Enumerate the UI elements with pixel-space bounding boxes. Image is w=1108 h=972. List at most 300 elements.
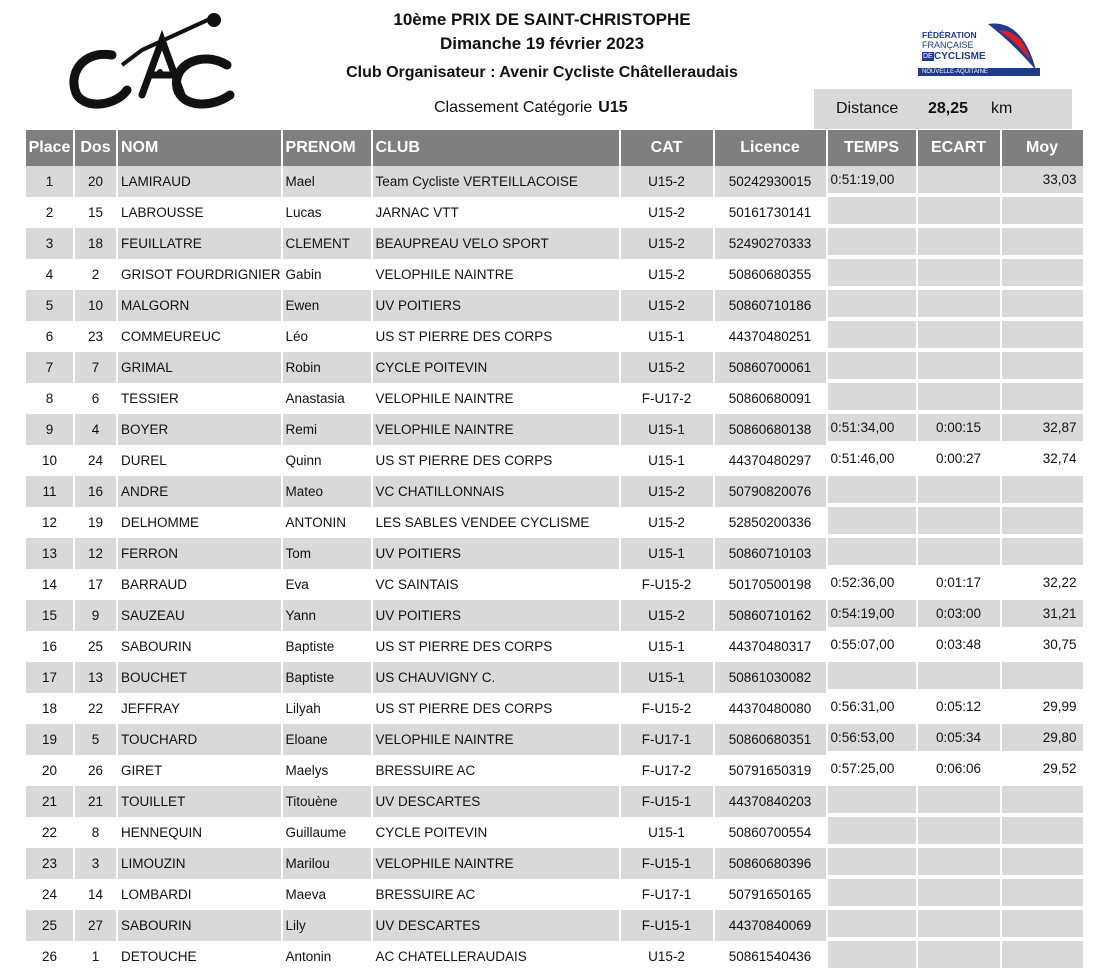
cell-place: 21: [26, 786, 75, 817]
cell-licence: 50161730141: [715, 197, 828, 228]
col-licence: Licence: [715, 130, 828, 166]
cell-club: BEAUPREAU VELO SPORT: [373, 228, 621, 259]
cell-nom: ANDRE: [118, 476, 283, 507]
cell-moy: [1002, 507, 1085, 538]
race-date: Dimanche 19 février 2023: [439, 34, 645, 53]
cell-prenom: CLEMENT: [283, 228, 373, 259]
cell-dos: 27: [75, 910, 118, 941]
cell-place: 2: [26, 197, 75, 228]
cell-dos: 6: [75, 383, 118, 414]
cell-prenom: Gabin: [283, 259, 373, 290]
cell-nom: DETOUCHE: [118, 941, 283, 972]
table-row: [26, 941, 1085, 972]
cell-dos: 21: [75, 786, 118, 817]
cell-cat: F-U17-2: [621, 755, 715, 786]
table-row: [26, 228, 1085, 259]
table-row: [26, 786, 1085, 817]
cell-club: US ST PIERRE DES CORPS: [373, 693, 621, 724]
cell-licence: 44370480297: [715, 445, 828, 476]
cell-place: 11: [26, 476, 75, 507]
cell-prenom: Anastasia: [283, 383, 373, 414]
col-club: CLUB: [373, 130, 621, 166]
cell-cat: F-U15-2: [621, 693, 715, 724]
cell-place: 7: [26, 352, 75, 383]
table-header-row: [26, 130, 1085, 166]
cell-licence: 50791650165: [715, 879, 828, 910]
cell-dos: 23: [75, 321, 118, 352]
cell-place: 18: [26, 693, 75, 724]
cell-prenom: Mateo: [283, 476, 373, 507]
cell-nom: SAUZEAU: [118, 600, 283, 631]
cell-nom: GRISOT FOURDRIGNIER: [118, 259, 283, 290]
cell-nom: BOUCHET: [118, 662, 283, 693]
cell-nom: LAMIRAUD: [118, 166, 283, 197]
cell-moy: [1002, 910, 1085, 941]
col-ecart: ECART: [918, 130, 1002, 166]
cell-nom: LABROUSSE: [118, 197, 283, 228]
cell-club: UV POITIERS: [373, 290, 621, 321]
ffc-line1: FÉDÉRATION: [922, 30, 977, 40]
cell-cat: F-U17-2: [621, 383, 715, 414]
table-row: [26, 476, 1085, 507]
cell-licence: 50860680091: [715, 383, 828, 414]
cell-moy: 33,03: [1002, 166, 1085, 197]
cell-dos: 15: [75, 197, 118, 228]
cell-place: 9: [26, 414, 75, 445]
table-row: [26, 507, 1085, 538]
cell-nom: LOMBARDI: [118, 879, 283, 910]
cell-ecart: [918, 166, 1002, 197]
cell-moy: 31,21: [1002, 600, 1085, 631]
cell-prenom: Eloane: [283, 724, 373, 755]
cell-dos: 25: [75, 631, 118, 662]
cell-place: 3: [26, 228, 75, 259]
cell-club: VELOPHILE NAINTRE: [373, 383, 621, 414]
cell-club: LES SABLES VENDEE CYCLISME: [373, 507, 621, 538]
cell-ecart: [918, 941, 1002, 972]
cell-ecart: [918, 507, 1002, 538]
cell-temps: [828, 848, 918, 879]
cell-cat: U15-1: [621, 662, 715, 693]
cell-club: UV DESCARTES: [373, 786, 621, 817]
table-row: [26, 352, 1085, 383]
cell-prenom: Robin: [283, 352, 373, 383]
cell-ecart: [918, 228, 1002, 259]
cell-ecart: 0:05:34: [918, 724, 1002, 755]
cell-licence: 50860680138: [715, 414, 828, 445]
table-row: [26, 569, 1085, 600]
cell-ecart: [918, 817, 1002, 848]
col-temps: TEMPS: [828, 130, 918, 166]
cell-licence: 52490270333: [715, 228, 828, 259]
cell-prenom: Lilyah: [283, 693, 373, 724]
table-row: [26, 383, 1085, 414]
cell-place: 22: [26, 817, 75, 848]
category-value: U15: [598, 99, 628, 116]
cell-cat: U15-2: [621, 941, 715, 972]
cell-temps: [828, 197, 918, 228]
col-cat: CAT: [621, 130, 715, 166]
cell-licence: 50861540436: [715, 941, 828, 972]
cell-dos: 4: [75, 414, 118, 445]
ffc-line2: FRANÇAISE: [922, 40, 974, 50]
race-title: 10ème PRIX DE SAINT-CHRISTOPHE: [393, 10, 691, 29]
cell-place: 19: [26, 724, 75, 755]
cell-prenom: Antonin: [283, 941, 373, 972]
cell-prenom: Baptiste: [283, 662, 373, 693]
cell-moy: [1002, 352, 1085, 383]
cell-temps: 0:52:36,00: [828, 569, 918, 600]
cell-temps: [828, 476, 918, 507]
cell-place: 6: [26, 321, 75, 352]
cell-ecart: 0:03:00: [918, 600, 1002, 631]
table-row: [26, 166, 1085, 197]
cell-dos: 22: [75, 693, 118, 724]
cell-ecart: [918, 848, 1002, 879]
cell-cat: U15-1: [621, 631, 715, 662]
cell-prenom: Baptiste: [283, 631, 373, 662]
cell-prenom: Lily: [283, 910, 373, 941]
distance-label: Distance: [836, 100, 899, 117]
cell-club: VC SAINTAIS: [373, 569, 621, 600]
cell-nom: FERRON: [118, 538, 283, 569]
cell-temps: [828, 352, 918, 383]
cell-temps: 0:51:46,00: [828, 445, 918, 476]
cell-ecart: [918, 197, 1002, 228]
cell-place: 26: [26, 941, 75, 972]
cell-nom: BARRAUD: [118, 569, 283, 600]
cell-dos: 13: [75, 662, 118, 693]
cell-place: 23: [26, 848, 75, 879]
cell-cat: U15-1: [621, 817, 715, 848]
cell-place: 10: [26, 445, 75, 476]
cell-nom: SABOURIN: [118, 910, 283, 941]
cell-temps: [828, 383, 918, 414]
cell-temps: [828, 879, 918, 910]
cell-prenom: ANTONIN: [283, 507, 373, 538]
cell-temps: [828, 259, 918, 290]
cell-dos: 19: [75, 507, 118, 538]
cell-moy: [1002, 476, 1085, 507]
cell-moy: [1002, 197, 1085, 228]
cell-cat: F-U17-1: [621, 879, 715, 910]
cell-nom: FEUILLATRE: [118, 228, 283, 259]
cell-place: 1: [26, 166, 75, 197]
cell-dos: 10: [75, 290, 118, 321]
cell-ecart: [918, 259, 1002, 290]
distance-box: [814, 89, 1072, 129]
cell-nom: GRIMAL: [118, 352, 283, 383]
cell-licence: 50860710103: [715, 538, 828, 569]
cell-dos: 17: [75, 569, 118, 600]
cell-club: CYCLE POITEVIN: [373, 352, 621, 383]
cell-prenom: Maeva: [283, 879, 373, 910]
cell-cat: U15-2: [621, 166, 715, 197]
cell-club: US ST PIERRE DES CORPS: [373, 445, 621, 476]
classement-heading: [434, 99, 628, 117]
cell-temps: 0:55:07,00: [828, 631, 918, 662]
table-row: [26, 259, 1085, 290]
col-nom: NOM: [118, 130, 283, 166]
cell-temps: 0:54:19,00: [828, 600, 918, 631]
cell-prenom: Guillaume: [283, 817, 373, 848]
cell-nom: LIMOUZIN: [118, 848, 283, 879]
cell-place: 15: [26, 600, 75, 631]
cell-place: 5: [26, 290, 75, 321]
cell-ecart: [918, 538, 1002, 569]
cell-cat: U15-1: [621, 414, 715, 445]
cell-cat: U15-1: [621, 445, 715, 476]
cell-prenom: Marilou: [283, 848, 373, 879]
cell-nom: DELHOMME: [118, 507, 283, 538]
cell-prenom: Mael: [283, 166, 373, 197]
cell-licence: 50860700554: [715, 817, 828, 848]
table-row: [26, 693, 1085, 724]
cell-nom: COMMEUREUC: [118, 321, 283, 352]
cell-temps: 0:57:25,00: [828, 755, 918, 786]
table-row: [26, 848, 1085, 879]
cell-place: 14: [26, 569, 75, 600]
cell-club: VELOPHILE NAINTRE: [373, 848, 621, 879]
cell-club: VC CHATILLONNAIS: [373, 476, 621, 507]
cell-club: JARNAC VTT: [373, 197, 621, 228]
cell-cat: F-U17-1: [621, 724, 715, 755]
cell-nom: SABOURIN: [118, 631, 283, 662]
cell-place: 13: [26, 538, 75, 569]
cell-temps: 0:56:31,00: [828, 693, 918, 724]
cell-moy: 29,80: [1002, 724, 1085, 755]
cell-temps: [828, 321, 918, 352]
cell-dos: 3: [75, 848, 118, 879]
cell-club: Team Cycliste VERTEILLACOISE: [373, 166, 621, 197]
cell-place: 4: [26, 259, 75, 290]
cell-dos: 26: [75, 755, 118, 786]
cell-prenom: Yann: [283, 600, 373, 631]
cell-club: BRESSUIRE AC: [373, 879, 621, 910]
cell-place: 8: [26, 383, 75, 414]
cell-cat: U15-2: [621, 259, 715, 290]
organizer-club: Club Organisateur : Avenir Cycliste Châtelleraudais: [346, 64, 738, 81]
cell-licence: 50791650319: [715, 755, 828, 786]
cell-licence: 50860680351: [715, 724, 828, 755]
cell-place: 25: [26, 910, 75, 941]
cell-moy: [1002, 259, 1085, 290]
table-row: [26, 631, 1085, 662]
cell-ecart: 0:00:15: [918, 414, 1002, 445]
col-place: Place: [26, 130, 75, 166]
col-moy: Moy: [1002, 130, 1085, 166]
cell-cat: U15-2: [621, 228, 715, 259]
cell-place: 24: [26, 879, 75, 910]
table-row: [26, 755, 1085, 786]
cell-place: 20: [26, 755, 75, 786]
cell-cat: U15-2: [621, 352, 715, 383]
cell-club: VELOPHILE NAINTRE: [373, 259, 621, 290]
cell-dos: 12: [75, 538, 118, 569]
ffc-line5: NOUVELLE-AQUITAINE: [922, 69, 988, 75]
cell-moy: [1002, 941, 1085, 972]
cell-nom: TESSIER: [118, 383, 283, 414]
ffc-line3: DE: [923, 53, 933, 60]
cell-prenom: Quinn: [283, 445, 373, 476]
col-prenom: PRENOM: [283, 130, 373, 166]
cell-moy: 30,75: [1002, 631, 1085, 662]
cell-dos: 5: [75, 724, 118, 755]
cell-ecart: 0:01:17: [918, 569, 1002, 600]
cell-cat: U15-1: [621, 321, 715, 352]
cell-ecart: [918, 910, 1002, 941]
cell-prenom: Titouène: [283, 786, 373, 817]
cell-dos: 8: [75, 817, 118, 848]
cell-licence: 50242930015: [715, 166, 828, 197]
cell-cat: U15-2: [621, 600, 715, 631]
col-dos: Dos: [75, 130, 118, 166]
cell-ecart: 0:00:27: [918, 445, 1002, 476]
cell-nom: DUREL: [118, 445, 283, 476]
table-row: [26, 817, 1085, 848]
cell-licence: 50860680396: [715, 848, 828, 879]
cell-ecart: [918, 290, 1002, 321]
cell-club: AC CHATELLERAUDAIS: [373, 941, 621, 972]
cell-licence: 50860700061: [715, 352, 828, 383]
cell-licence: 44370480251: [715, 321, 828, 352]
cell-prenom: Léo: [283, 321, 373, 352]
cell-ecart: [918, 352, 1002, 383]
cell-nom: HENNEQUIN: [118, 817, 283, 848]
cell-prenom: Tom: [283, 538, 373, 569]
cell-ecart: [918, 662, 1002, 693]
cell-licence: 44370840203: [715, 786, 828, 817]
cell-club: VELOPHILE NAINTRE: [373, 724, 621, 755]
cell-temps: [828, 941, 918, 972]
cell-moy: 32,74: [1002, 445, 1085, 476]
cell-cat: U15-1: [621, 538, 715, 569]
cell-licence: 44370480080: [715, 693, 828, 724]
cell-dos: 24: [75, 445, 118, 476]
cell-moy: [1002, 848, 1085, 879]
classement-label: Classement Catégorie: [434, 99, 593, 116]
cell-temps: 0:51:19,00: [828, 166, 918, 197]
cell-cat: F-U15-1: [621, 848, 715, 879]
cell-club: BRESSUIRE AC: [373, 755, 621, 786]
cell-cat: F-U15-1: [621, 910, 715, 941]
cell-licence: 50170500198: [715, 569, 828, 600]
cell-moy: 29,99: [1002, 693, 1085, 724]
cell-licence: 52850200336: [715, 507, 828, 538]
cell-prenom: Eva: [283, 569, 373, 600]
cell-ecart: 0:05:12: [918, 693, 1002, 724]
cell-dos: 7: [75, 352, 118, 383]
cell-ecart: [918, 879, 1002, 910]
cell-moy: [1002, 228, 1085, 259]
cell-ecart: 0:03:48: [918, 631, 1002, 662]
cell-ecart: [918, 476, 1002, 507]
cell-cat: U15-2: [621, 197, 715, 228]
cell-club: US ST PIERRE DES CORPS: [373, 321, 621, 352]
cell-cat: F-U15-1: [621, 786, 715, 817]
results-body: [26, 166, 1085, 972]
cell-dos: 9: [75, 600, 118, 631]
table-row: [26, 414, 1085, 445]
cell-ecart: [918, 321, 1002, 352]
cell-place: 12: [26, 507, 75, 538]
cell-prenom: Ewen: [283, 290, 373, 321]
cell-dos: 2: [75, 259, 118, 290]
cell-moy: [1002, 290, 1085, 321]
cell-cat: F-U15-2: [621, 569, 715, 600]
cell-place: 16: [26, 631, 75, 662]
cell-ecart: [918, 786, 1002, 817]
cell-nom: JEFFRAY: [118, 693, 283, 724]
table-row: [26, 879, 1085, 910]
cell-licence: 50861030082: [715, 662, 828, 693]
cell-place: 17: [26, 662, 75, 693]
cell-dos: 14: [75, 879, 118, 910]
table-row: [26, 290, 1085, 321]
results-table: [26, 130, 1085, 972]
ffc-line4: CYCLISME: [934, 51, 986, 62]
cell-prenom: Maelys: [283, 755, 373, 786]
cell-cat: U15-2: [621, 290, 715, 321]
cell-licence: 50860710186: [715, 290, 828, 321]
cell-dos: 1: [75, 941, 118, 972]
cell-temps: [828, 507, 918, 538]
cell-moy: [1002, 321, 1085, 352]
cell-club: CYCLE POITEVIN: [373, 817, 621, 848]
cell-temps: [828, 662, 918, 693]
cell-dos: 18: [75, 228, 118, 259]
table-row: [26, 662, 1085, 693]
cell-cat: U15-2: [621, 507, 715, 538]
table-row: [26, 445, 1085, 476]
cell-cat: U15-2: [621, 476, 715, 507]
cell-moy: [1002, 662, 1085, 693]
cell-moy: 32,22: [1002, 569, 1085, 600]
distance-value: 28,25: [928, 100, 969, 117]
cell-moy: [1002, 786, 1085, 817]
cell-licence: 50860680355: [715, 259, 828, 290]
cell-moy: [1002, 879, 1085, 910]
cell-licence: 50860710162: [715, 600, 828, 631]
ffc-logo: [918, 20, 1040, 82]
cell-nom: BOYER: [118, 414, 283, 445]
document-header: [0, 0, 1108, 128]
cell-prenom: Lucas: [283, 197, 373, 228]
cell-temps: 0:51:34,00: [828, 414, 918, 445]
cell-prenom: Remi: [283, 414, 373, 445]
cell-club: US CHAUVIGNY C.: [373, 662, 621, 693]
table-row: [26, 600, 1085, 631]
cell-moy: [1002, 383, 1085, 414]
cell-temps: [828, 786, 918, 817]
cell-nom: TOUCHARD: [118, 724, 283, 755]
cell-nom: GIRET: [118, 755, 283, 786]
cell-dos: 16: [75, 476, 118, 507]
cell-club: UV DESCARTES: [373, 910, 621, 941]
cell-club: UV POITIERS: [373, 538, 621, 569]
cell-temps: [828, 817, 918, 848]
cell-ecart: [918, 383, 1002, 414]
cell-dos: 20: [75, 166, 118, 197]
cell-ecart: 0:06:06: [918, 755, 1002, 786]
cell-temps: [828, 910, 918, 941]
cell-licence: 44370480317: [715, 631, 828, 662]
cell-temps: [828, 538, 918, 569]
table-row: [26, 321, 1085, 352]
cell-nom: MALGORN: [118, 290, 283, 321]
cell-licence: 50790820076: [715, 476, 828, 507]
table-row: [26, 724, 1085, 755]
